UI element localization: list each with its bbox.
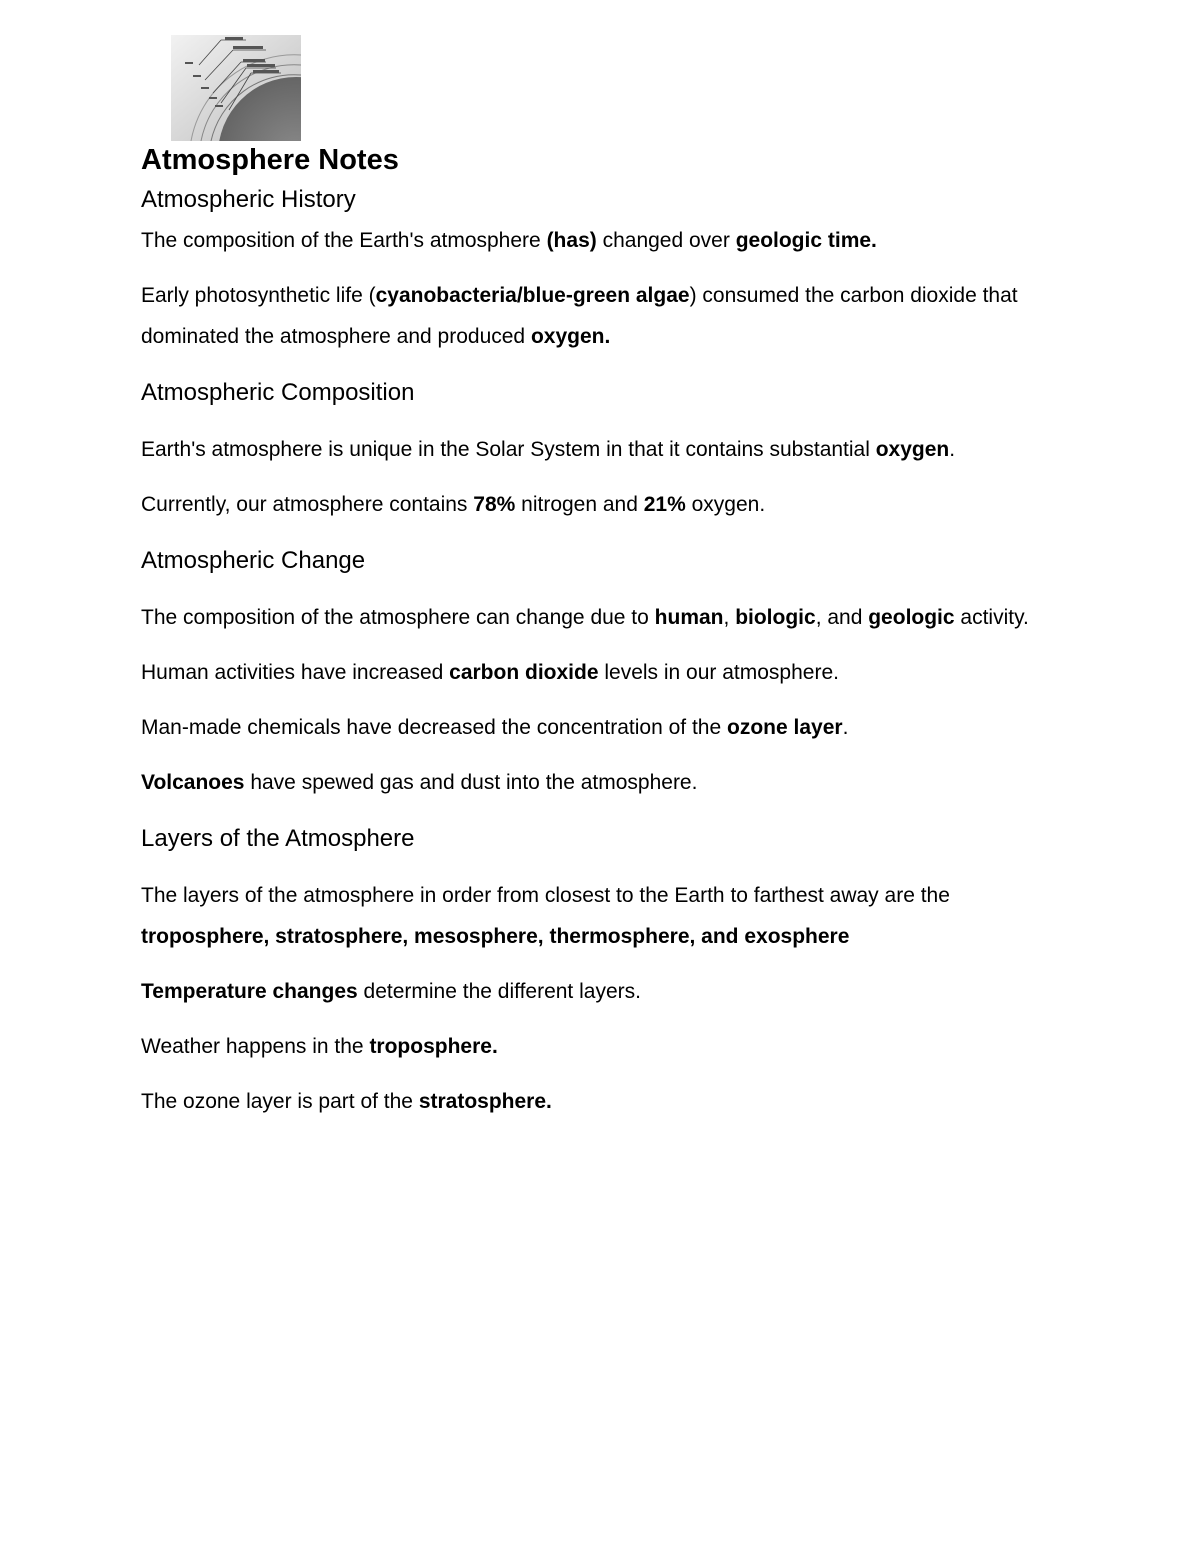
paragraph-change-2: Human activities have increased carbon dioxide levels in our atmosphere.	[141, 661, 839, 684]
paragraph-layers-3: Weather happens in the troposphere.	[141, 1035, 498, 1058]
paragraph-change-4: Volcanoes have spewed gas and dust into the atmosphere.	[141, 771, 698, 794]
paragraph-composition-1: Earth's atmosphere is unique in the Solar System in that it contains substantial oxygen.	[141, 438, 956, 461]
heading-atmospheric-composition: Atmospheric Composition	[141, 379, 415, 406]
paragraph-layers-2: Temperature changes determine the different layers.	[141, 980, 641, 1003]
paragraph-layers-1: The layers of the atmosphere in order from closest to the Earth to farthest away are the troposphere, stratosphere, mesosphere, thermosphere, and exosphere	[141, 884, 950, 948]
heading-atmospheric-history: Atmospheric History	[141, 186, 356, 213]
atmosphere-layers-diagram-icon	[171, 35, 301, 141]
heading-layers-of-atmosphere: Layers of the Atmosphere	[141, 825, 415, 852]
paragraph-history-1: The composition of the Earth's atmosphere (has) changed over geologic time.	[141, 229, 877, 252]
paragraph-composition-2: Currently, our atmosphere contains 78% nitrogen and 21% oxygen.	[141, 493, 766, 516]
heading-atmospheric-change: Atmospheric Change	[141, 547, 366, 574]
paragraph-history-2: Early photosynthetic life (cyanobacteria/blue-green algae) consumed the carbon dioxide that dominated the atmosphere and produced oxygen.	[141, 284, 1018, 348]
paragraph-change-3: Man-made chemicals have decreased the concentration of the ozone layer.	[141, 716, 849, 739]
paragraph-change-1: The composition of the atmosphere can change due to human, biologic, and geologic activity.	[141, 606, 1029, 629]
notes-content	[141, 140, 1071, 1122]
paragraph-layers-4: The ozone layer is part of the stratosphere.	[141, 1090, 552, 1113]
page-title: Atmosphere Notes	[141, 144, 399, 176]
